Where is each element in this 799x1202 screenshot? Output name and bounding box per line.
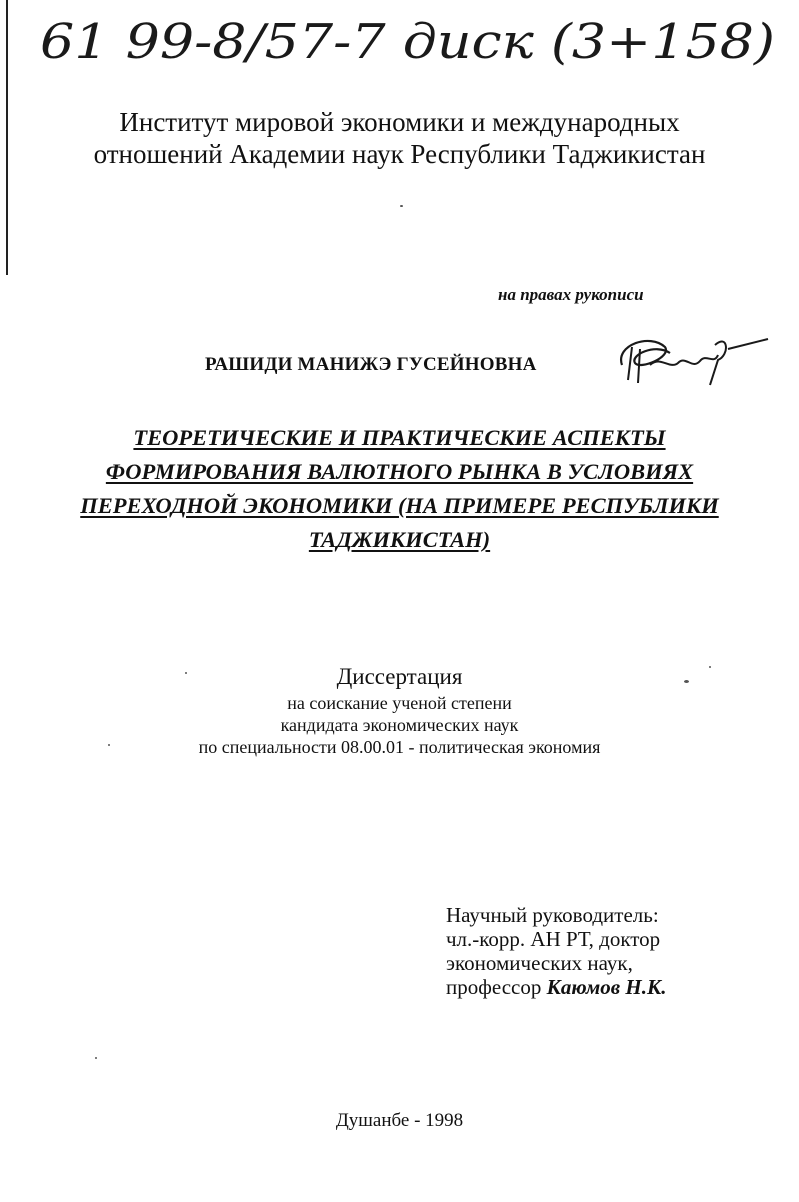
dissertation-line-3: по специальности 08.00.01 - политическая экономия (198, 737, 601, 757)
supervisor-line-3: экономических наук, (446, 951, 633, 975)
institute-line-2: отношений Академии наук Республики Таджикистан (93, 139, 706, 169)
institute-line-1: Институт мировой экономики и международных (119, 107, 680, 137)
thesis-title-line-1: ТЕОРЕТИЧЕСКИЕ И ПРАКТИЧЕСКИЕ АСПЕКТЫ (133, 425, 666, 450)
thesis-title-line-4: ТАДЖИКИСТАН) (308, 527, 491, 552)
supervisor-title: профессор (446, 975, 542, 999)
supervisor-block (446, 903, 666, 999)
dissertation-heading: Диссертация (336, 664, 463, 689)
supervisor-line-2: чл.-корр. АН РТ, доктор (446, 927, 661, 951)
scan-speck (709, 666, 711, 668)
scan-speck (185, 672, 187, 674)
handwritten-archive-note (40, 0, 780, 80)
dissertation-details (0, 692, 799, 758)
svg-text:61 99-8/57-7 диск (3+158): 61 99-8/57-7 диск (3+158) (40, 14, 775, 70)
author-name: РАШИДИ МАНИЖЭ ГУСЕЙНОВНА (205, 354, 537, 375)
supervisor-name: Каюмов Н.К. (546, 975, 667, 999)
supervisor-label: Научный руководитель: (446, 903, 659, 927)
scan-speck (684, 680, 689, 683)
scan-speck (400, 205, 403, 207)
thesis-title-line-3: ПЕРЕХОДНОЙ ЭКОНОМИКИ (НА ПРИМЕРЕ РЕСПУБЛИКИ (80, 493, 719, 518)
manuscript-rights-note: на правах рукописи (498, 285, 644, 304)
institute-name (0, 106, 799, 170)
thesis-title-line-2: ФОРМИРОВАНИЯ ВАЛЮТНОГО РЫНКА В УСЛОВИЯХ (105, 459, 694, 484)
dissertation-line-1: на соискание ученой степени (287, 693, 512, 713)
scan-speck (95, 1057, 97, 1059)
dissertation-line-2: кандидата экономических наук (280, 715, 519, 735)
thesis-title (0, 421, 799, 557)
scan-speck (108, 744, 110, 746)
supervisor-line-4 (446, 975, 666, 999)
city-year: Душанбе - 1998 (335, 1110, 464, 1131)
author-signature-icon (610, 325, 770, 400)
